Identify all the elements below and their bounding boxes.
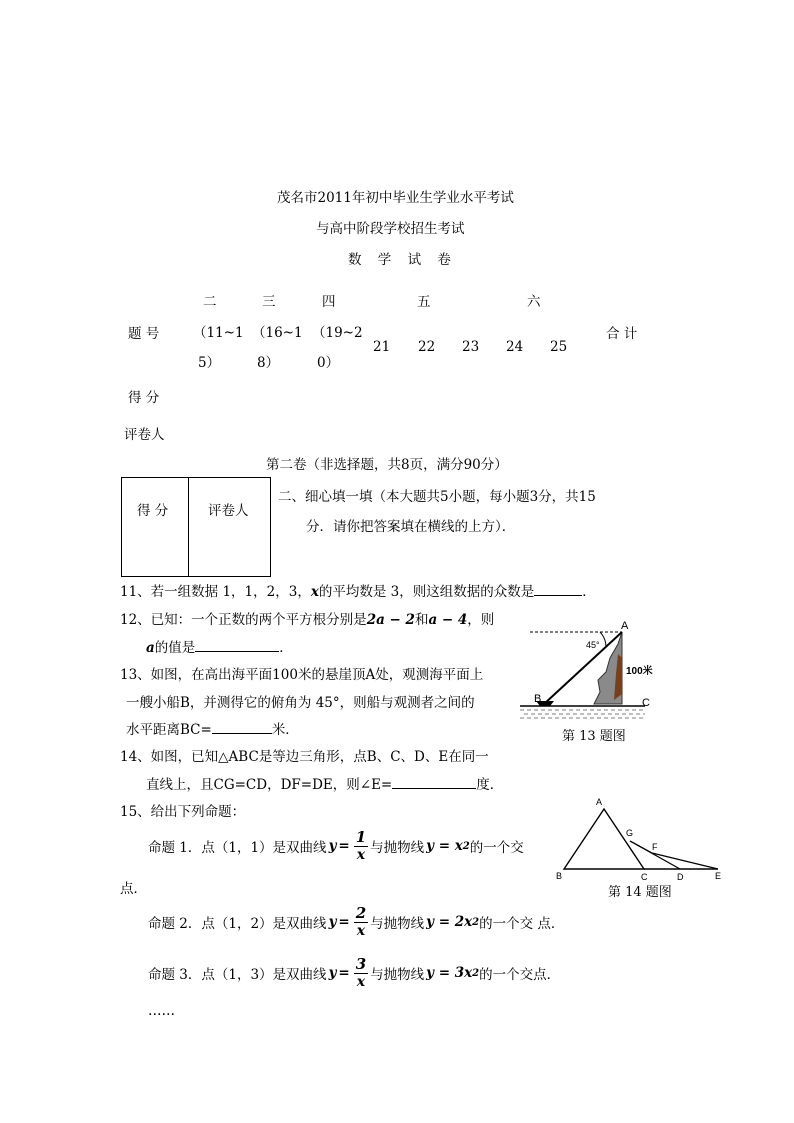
label-D: D	[677, 872, 684, 882]
fraction-1-over-x: $\frac{1}{x}$	[355, 828, 367, 863]
figure-14-caption: 第 14 题图	[608, 885, 672, 900]
section-heading-line-2: 分．请你把答案填在横线的上方）．	[306, 519, 516, 535]
volume-title: 第二卷（非选择题，共8页，满分90分）	[266, 457, 508, 473]
figure-14	[548, 797, 728, 905]
label-C: C	[642, 697, 650, 709]
angle-arc	[600, 632, 606, 647]
proposition-ellipsis: ……	[148, 1003, 175, 1019]
range-3-bottom: 8）	[257, 355, 280, 371]
label-C: C	[641, 872, 648, 882]
proposition-3: 命题 3．点（1，3）是双曲线 y = $\frac{3}{x}$ 与抛物线 y = 3x 2 的一个交点．	[148, 955, 561, 990]
triangle-ABC	[564, 809, 644, 869]
label-E: E	[715, 871, 722, 881]
question-14-line-2: 直线上，且CG=CD，DF=DE，则∠E= 度．	[146, 773, 503, 793]
question-12-line-1: 12、已知：一个正数的两个平方根分别是2a − 2和a − 4，则	[120, 612, 495, 628]
proposition-1-wrap: 点．	[120, 881, 147, 897]
title-line-3: 数 学 试 卷	[348, 252, 457, 268]
label-B: B	[556, 871, 563, 881]
range-2-bottom: 5）	[198, 355, 221, 371]
label-A: A	[621, 620, 629, 632]
title-line-1: 茂名市2011年初中毕业生学业水平考试	[277, 190, 514, 206]
range-2-top: （11~1	[193, 325, 244, 341]
label-angle: 45°	[586, 640, 600, 650]
question-15-intro: 15、给出下列命题：	[120, 804, 246, 820]
label-B: B	[534, 693, 542, 705]
question-21: 21	[373, 339, 391, 355]
title-line-2: 与高中阶段学校招生考试	[316, 221, 465, 237]
fraction-2-over-x: $\frac{2}{x}$	[355, 904, 367, 939]
col-header-4: 四	[322, 294, 336, 310]
question-22: 22	[418, 339, 436, 355]
label-height: 100米	[626, 666, 653, 677]
question-13-line-1: 13、如图，在高出海平面100米的悬崖顶A处，观测海平面上	[120, 667, 484, 683]
fraction-3-over-x: $\frac{3}{x}$	[355, 955, 367, 990]
question-23: 23	[462, 339, 480, 355]
question-24: 24	[506, 339, 524, 355]
answer-blank-13[interactable]	[212, 719, 272, 734]
row-label-grader: 评卷人	[124, 427, 165, 443]
figure-13-caption: 第 13 题图	[562, 729, 626, 744]
answer-blank-11[interactable]	[534, 581, 582, 596]
segment-GF	[630, 841, 652, 853]
question-11: 11、若一组数据 1，1，2，3，x的平均数是 3，则这组数据的众数是 ．	[120, 580, 596, 600]
answer-blank-14[interactable]	[392, 774, 476, 789]
range-4-top: （19~2	[312, 325, 363, 341]
question-13-line-2: 一艘小船B，并测得它的俯角为 45°，则船与观测者之间的	[126, 695, 475, 711]
section-heading-line-1: 二、细心填一填（本大题共5小题，每小题3分，共15	[278, 489, 596, 505]
label-A: A	[596, 797, 603, 807]
col-header-5: 五	[417, 294, 431, 310]
range-4-bottom: 0）	[317, 355, 340, 371]
col-header-6: 六	[527, 294, 541, 310]
label-G: G	[626, 828, 634, 838]
proposition-2: 命题 2．点（1，2）是双曲线 y = $\frac{2}{x}$ 与抛物线 y = 2x 2 的一个交 点．	[148, 904, 565, 939]
question-14-line-1: 14、如图，已知△ABC是等边三角形，点B、C、D、E在同一	[120, 749, 489, 765]
question-25: 25	[550, 339, 568, 355]
row-label-question: 题 号	[128, 326, 160, 342]
figure-13	[510, 614, 670, 746]
col-header-2: 二	[203, 294, 217, 310]
question-12-line-2: a的值是 ．	[146, 636, 293, 656]
total-label: 合 计	[606, 326, 638, 342]
box-grader-label: 评卷人	[208, 503, 249, 519]
label-F: F	[652, 842, 658, 852]
section-score-box	[121, 477, 271, 577]
proposition-1: 命题 1．点（1，1）是双曲线 y = $\frac{1}{x}$ 与抛物线 y = x 2 的一个交	[148, 828, 524, 863]
segment-FE	[652, 853, 718, 869]
row-label-score: 得 分	[128, 390, 160, 406]
answer-blank-12[interactable]	[195, 637, 279, 652]
box-score-label: 得 分	[137, 503, 169, 519]
question-13-line-3: 水平距离BC= 米．	[126, 718, 299, 738]
range-3-top: （16~1	[252, 325, 303, 341]
col-header-3: 三	[262, 294, 276, 310]
